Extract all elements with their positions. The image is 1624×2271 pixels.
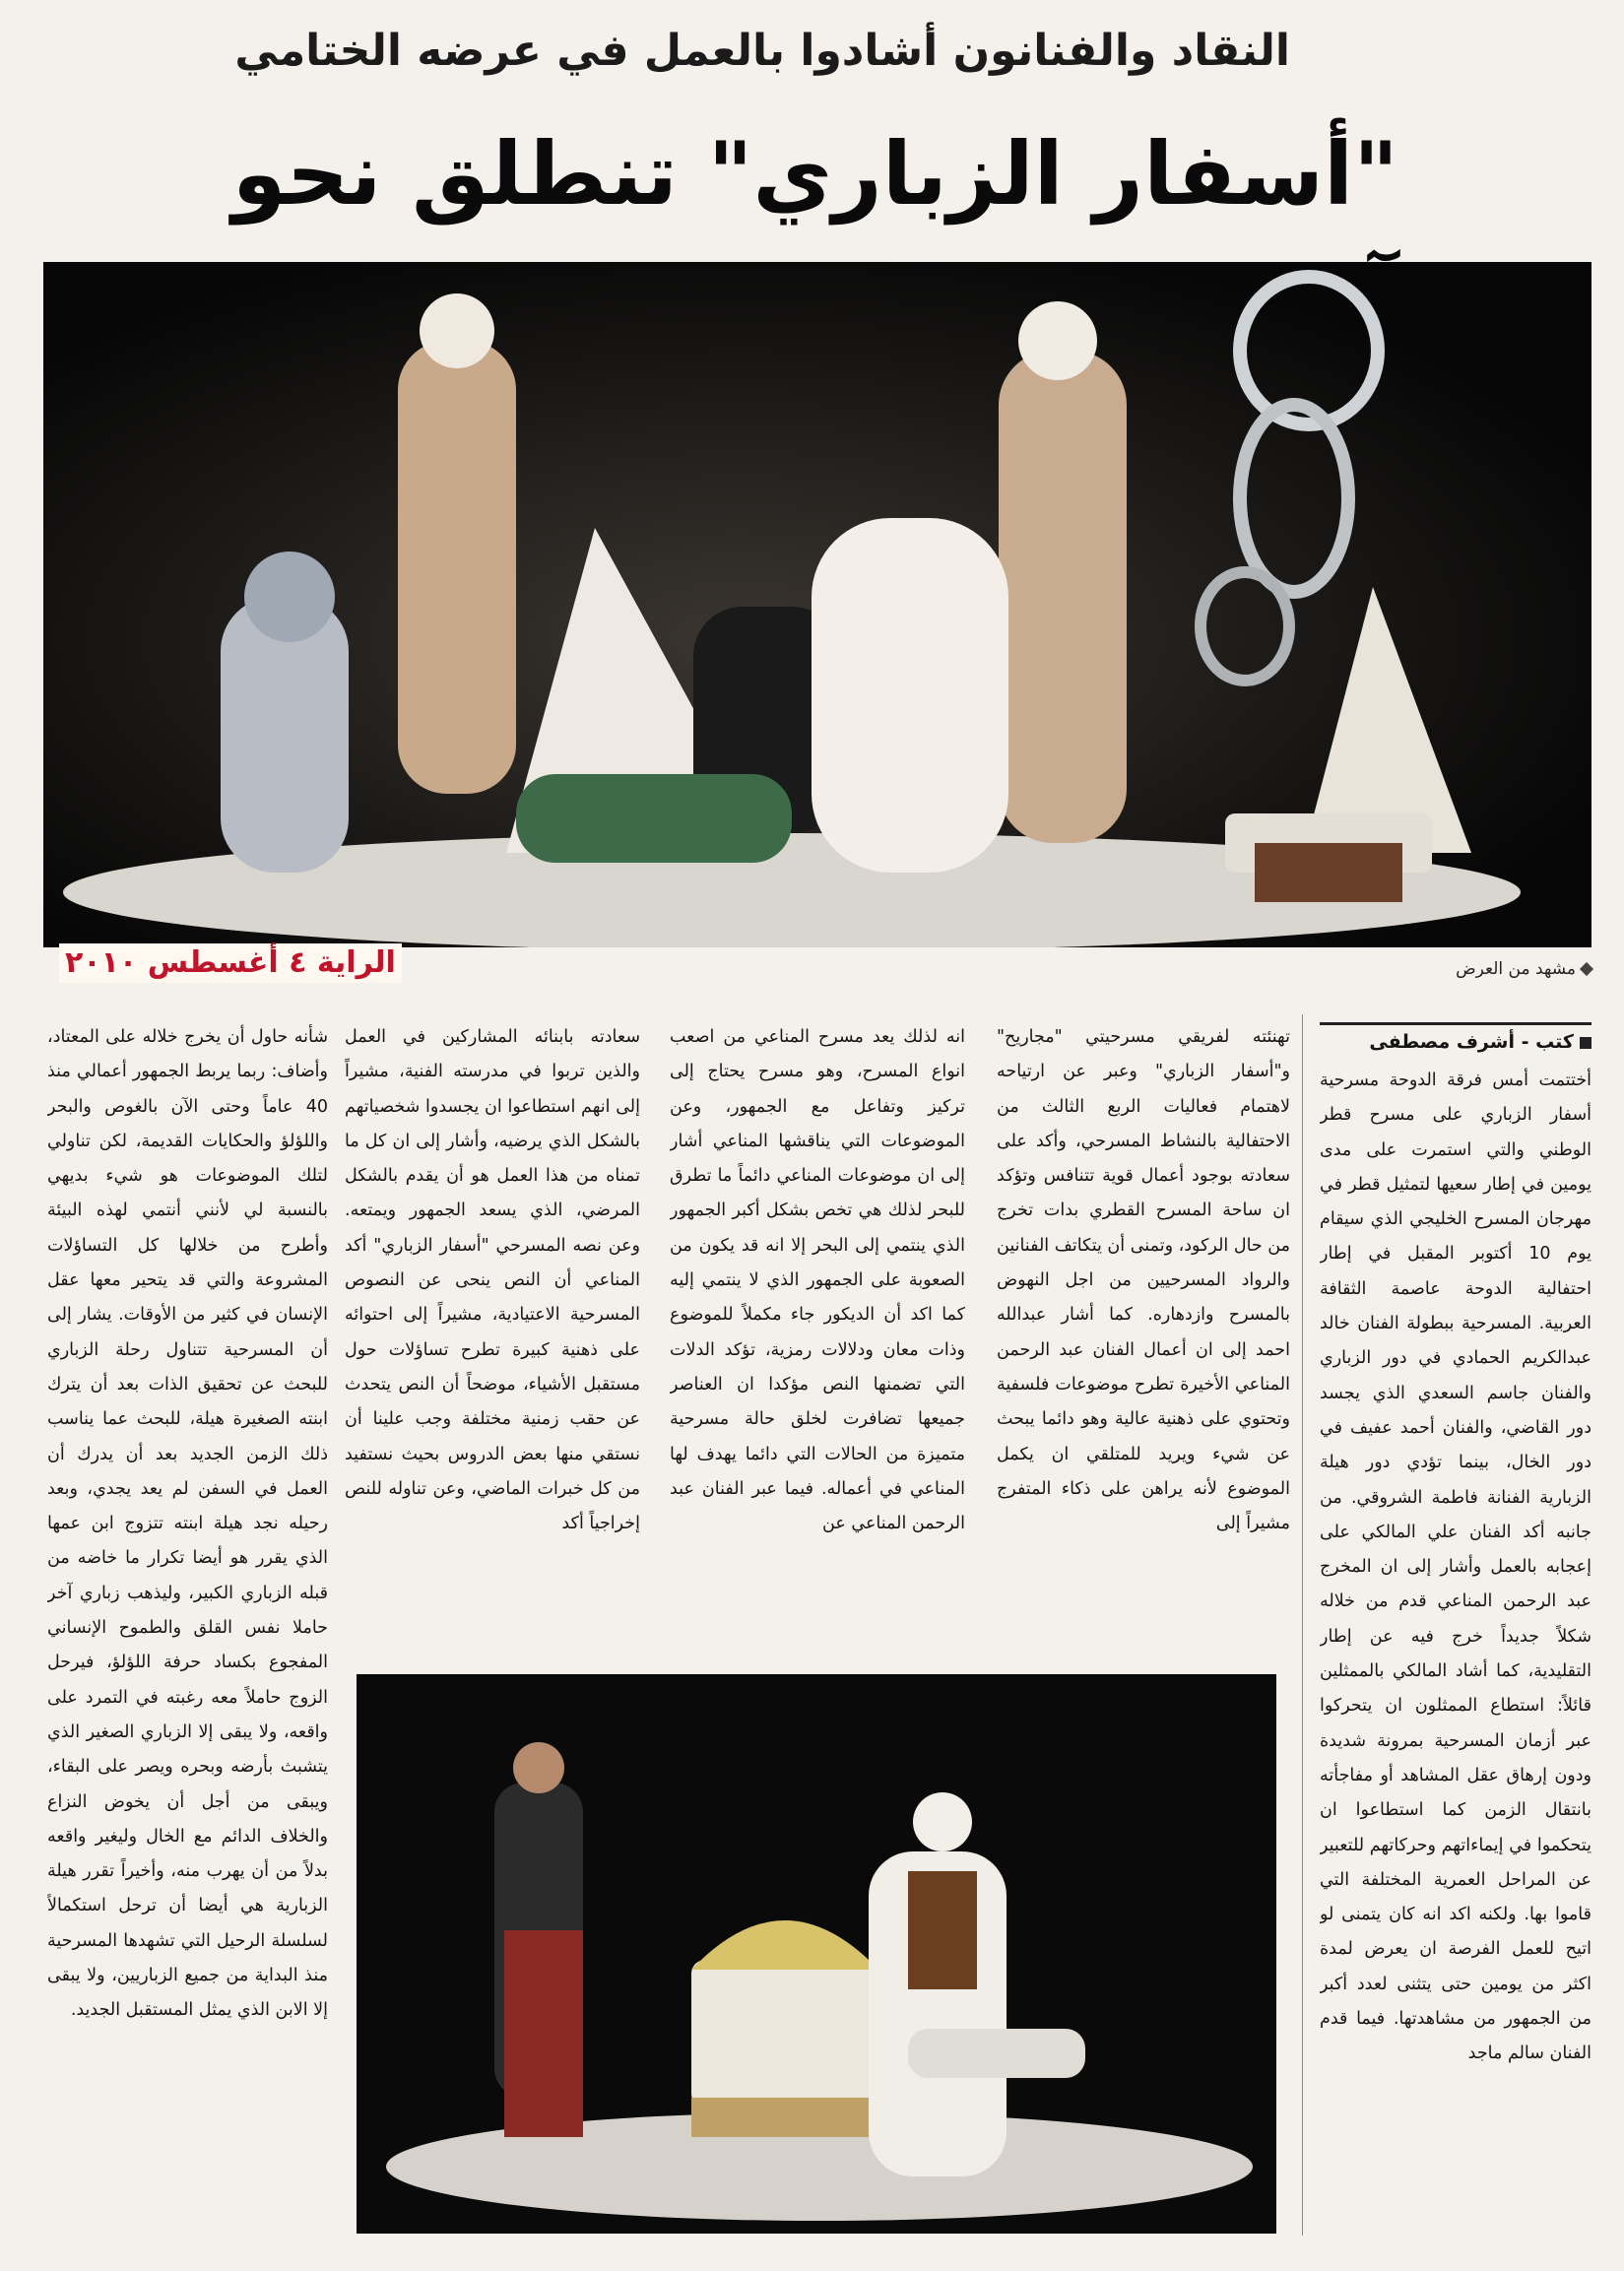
photo-caption-text: مشهد من العرض	[1456, 959, 1576, 979]
column-text: انه لذلك يعد مسرح المناعي من اصعب انواع المسرح، وهو مسرح يحتاج إلى تركيز وتفاعل مع الجمهور، وعن الموضوعات التي يناقشها المناعي أشار إلى ان موضوعات المناعي دائماً ما تطرق للبحر لذلك هي تخص بشكل أكبر الجمهور الذي ينتمي إلى البحر إلا انه قد يكون من الصعوبة على الجمهور الذي لا ينتمي إليه كما اكد أن الديكور جاء مكملاً للموضوع وذات معان ودلالات رمزية، تؤكد الدلات التي تضمنها النص مؤكدا ان العناصر جميعها تضافرت لخلق حالة مسرحية متميزة من الحالات التي دائما يهدف لها المناعي في أعماله. فيما عبر الفنان عبد الرحمن المناعي عن	[670, 1027, 965, 1534]
diamond-bullet-icon	[1580, 962, 1593, 976]
stage-photo-main	[43, 262, 1592, 947]
column-divider	[1302, 1014, 1303, 2236]
article-column-4	[345, 1020, 640, 1666]
byline-text: كتب - أشرف مصطفى	[1369, 1031, 1574, 1053]
column-text: سعادته بابنائه المشاركين في العمل والذين تربوا في مدرسته الفنية، مشيراً إلى انهم استطاعوا ان يجسدوا شخصياتهم بالشكل الذي يرضيه، وأشار إلى ان كل ما تمناه من هذا العمل هو أن يقدم بالشكل المرضي، الذي يسعد الجمهور ويمتعه. وعن نصه المسرحي "أسفار الزباري" أكد المناعي أن النص ينحى عن النصوص المسرحية الاعتيادية، مشيراً إلى احتوائه على ذهنية كبيرة تطرح تساؤلات حول مستقبل الأشياء، موضحاً أن النص يتحدث عن حقب زمنية مختلفة وجب علينا أن نستقي منها بعض الدروس بحيث نستفيد من كل خبرات الماضي، وعن تناوله للنص إخراجياً أكد	[345, 1027, 640, 1534]
column-text: شأنه حاول أن يخرج خلاله على المعتاد، وأضاف: ربما يربط الجمهور أعمالي منذ 40 عاماً وحتى الآن بالغوص والبحر واللؤلؤ والحكايات القديمة، لكن تناولي لتلك الموضوعات هو شيء بديهي بالنسبة لي لأنني أنتمي لهذه البيئة وأطرح من خلالها كل التساؤلات المشروعة والتي قد يتحير معها عقل الإنسان في كثير من الأوقات. يشار إلى أن المسرحية تتناول رحلة الزباري للبحث عن تحقيق الذات بعد أن يترك ابنته الصغيرة هيلة، للبحث عما يناسب ذلك الزمن الجديد بعد أن يدرك أن العمل في السفن لم يعد يجدي، وبعد رحيله نجد هيلة ابنته تتزوج ابن عمها الذي يقرر هو أيضا تكرار ما خاضه من قبله الزباري الكبير، وليذهب زباري آخر حاملا نفس القلق والطموح الإنساني المفجوع بكساد حرفة اللؤلؤ، فيرحل الزوج حاملاً معه رغبته في التمرد على واقعه، ولا يبقى إلا الزباري الصغير الذي يتشبث بأرضه وبحره ويصر على البقاء، ويبقى من أجل أن يخوض النزاع والخلاف الدائم مع الخال وليغير واقعه بدلاً من أن يهرب منه، وأخيراً تقرر هيلة الزبارية هي أيضا أن ترحل استكمالاً لسلسلة الرحيل التي تشهدها المسرحية منذ البداية من جميع الزباريين، ولا يبقى إلا الابن الذي يمثل المستقبل الجديد.	[47, 1027, 328, 2021]
column-text: تهنئته لفريقي مسرحيتي "مجاريح" و"أسفار الزباري" وعبر عن ارتياحه لاهتمام فعاليات الربع الثالث من الاحتفالية بالنشاط المسرحي، وأكد على سعادته بوجود أعمال قوية تتنافس وتؤكد ان ساحة المسرح القطري بدات تخرج من حال الركود، وتمنى أن يتكاتف الفنانين والرواد المسرحيين من اجل النهوض بالمسرح وازدهاره. كما أشار عبدالله احمد إلى ان أعمال الفنان عبد الرحمن المناعي الأخيرة تطرح موضوعات فلسفية وتحتوي على ذهنية عالية وهو دائما يبحث عن شيء ويريد للمتلقي ان يكمل الموضوع لأنه يراهن على ذكاء المتفرج مشيراً إلى	[997, 1027, 1290, 1534]
article-byline	[1320, 1022, 1592, 1053]
article-column-5	[47, 1020, 328, 2245]
square-bullet-icon	[1580, 1037, 1592, 1049]
source-date-tag: الراية ٤ أغسطس ٢٠١٠	[59, 943, 402, 983]
article-column-1	[1320, 1064, 1592, 2245]
article-headline: "أسفار الزباري" تنطلق نحو	[231, 123, 1398, 225]
stage-photo-secondary	[357, 1674, 1276, 2234]
photo-caption	[1398, 959, 1592, 979]
article-kicker: النقاد والفنانون أشادوا بالعمل في عرضه الختامي	[234, 26, 1290, 76]
article-column-3	[670, 1020, 965, 1666]
column-text: أختتمت أمس فرقة الدوحة مسرحية أسفار الزباري على مسرح قطر الوطني والتي استمرت على مدى يومين في إطار سعيها لتمثيل قطر في مهرجان المسرح الخليجي الذي سيقام يوم 10 أكتوبر المقبل في إطار احتفالية الدوحة عاصمة الثقافة العربية. المسرحية ببطولة الفنان خالد عبدالكريم الحمادي في دور الزباري والفنان جاسم السعدي الذي يجسد دور القاضي، والفنان أحمد عفيف في دور الخال، بينما تؤدي دور هيلة الزبارية الفنانة فاطمة الشروقي. من جانبه أكد الفنان علي المالكي على إعجابه بالعمل وأشار إلى ان المخرج عبد الرحمن المناعي قدم من خلاله شكلاً جديداً خرج فيه عن إطار التقليدية، كما أشاد المالكي بالممثلين قائلاً: استطاع الممثلون ان يتحركوا عبر أزمان المسرحية بمرونة شديدة ودون إرهاق عقل المشاهد أو مفاجأته بانتقال الزمن كما استطاعوا ان يتحكموا في إيماءاتهم وحركاتهم للتعبير عن المراحل العمرية المختلفة التي قاموا بها. ولكنه اكد انه كان يتمنى لو اتيح للعمل الفرصة ان يعرض لمدة اكثر من يومين حتى يتثنى لعدد أكبر من الجمهور من مشاهدتها. فيما قدم الفنان سالم ماجد	[1320, 1071, 1592, 2064]
article-column-2	[997, 1020, 1290, 1666]
